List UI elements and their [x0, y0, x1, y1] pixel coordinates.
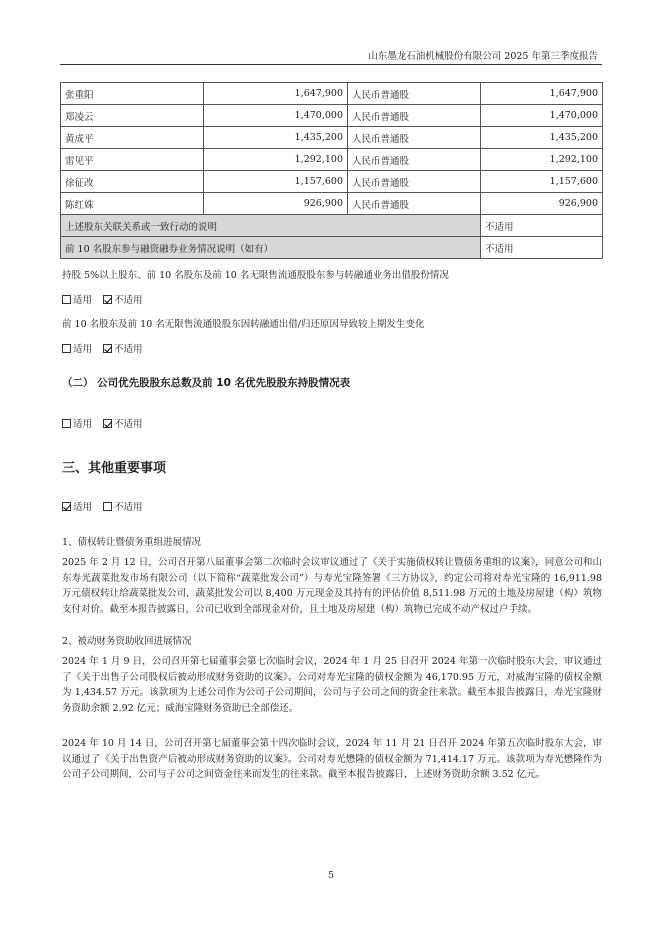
item2-body-2: 2024 年 10 月 14 日，公司召开第七届董事会第十四次临时会议，2024 年 11 月 21 日召开 2024 年第五次临时股东大会，审议通过了《关于出售资产后被动形成财务资助的议案》。公司对寿光懋隆的债权金额为 71,414.17 万元。该款项为寿光懋隆作为公司子公司期间，公司与子公司之间资金往来而发生的往来款。截至本报告披露日，上述财务资助余额 3.52 亿元。 — [62, 738, 602, 780]
share-type-count: 1,435,200 — [481, 127, 603, 149]
other-matters-heading: 三、其他重要事项 — [62, 461, 167, 476]
checked-box-icon — [103, 419, 112, 428]
table-row — [61, 127, 603, 149]
share-type: 人民币普通股 — [348, 105, 481, 127]
related-parties-value: 不适用 — [481, 215, 603, 237]
holder-shares: 1,157,600 — [204, 171, 348, 193]
table-row-related-note — [61, 215, 603, 237]
option-not-applicable-label: 不适用 — [114, 419, 143, 430]
holder-shares: 1,470,000 — [204, 105, 348, 127]
holder-name: 张重阳 — [61, 83, 204, 105]
share-type-count: 1,292,100 — [481, 149, 603, 171]
holder-shares: 1,435,200 — [204, 127, 348, 149]
holder-name: 黄成平 — [61, 127, 204, 149]
option-applicable-label: 适用 — [73, 344, 93, 355]
share-type-count: 926,900 — [481, 193, 603, 215]
lending-change-statement: 前 10 名股东及前 10 名无限售流通股股东因转融通出借/归还原因导致较上期发生变化 — [62, 319, 425, 330]
other-matters-applicability — [62, 499, 143, 513]
share-type-count: 1,157,600 — [481, 171, 603, 193]
table-row — [61, 83, 603, 105]
share-type-count: 1,470,000 — [481, 105, 603, 127]
margin-trading-value: 不适用 — [481, 237, 603, 259]
unchecked-box-icon — [62, 344, 71, 353]
option-not-applicable-label: 不适用 — [114, 295, 143, 306]
item1-title: 1、债权转让暨债务重组进展情况 — [62, 537, 202, 548]
holder-shares: 926,900 — [204, 193, 348, 215]
table-row-margin-note — [61, 237, 603, 259]
holder-shares: 1,647,900 — [204, 83, 348, 105]
table-row — [61, 149, 603, 171]
table-row — [61, 105, 603, 127]
item2-body-1: 2024 年 1 月 9 日，公司召开第七届董事会第七次临时会议，2024 年 1 月 25 日召开 2024 年第一次临时股东大会，审议通过了《关于出售子公司股权后被动形成财务资助的议案》。公司对寿光宝隆的债权金额为 46,170.95 万元，对威海宝隆的债权金额为 1,434.57 万元。该款项为上述公司作为公司子公司期间，公司与子公司之间的资金往来款。截至本报告披露日，寿光宝隆财务资助余额 2.92 亿元；威海宝隆财务资助已全部偿还。 — [62, 656, 602, 714]
unchecked-box-icon — [62, 295, 71, 304]
share-type: 人民币普通股 — [348, 83, 481, 105]
header-divider — [60, 64, 602, 65]
share-type: 人民币普通股 — [348, 171, 481, 193]
related-parties-label: 上述股东关联关系或一致行动的说明 — [61, 215, 481, 237]
option-applicable-label: 适用 — [73, 419, 93, 430]
item2-title: 2、被动财务资助收回进展情况 — [62, 636, 192, 647]
holder-name: 徐征改 — [61, 171, 204, 193]
preferred-shares-heading: （二） 公司优先股股东总数及前 10 名优先股股东持股情况表 — [62, 377, 351, 389]
option-applicable-label: 适用 — [73, 295, 93, 306]
holder-name: 郑凌云 — [61, 105, 204, 127]
option-applicable-label: 适用 — [73, 502, 93, 513]
report-header-title: 山东墨龙石油机械股份有限公司 2025 年第三季度报告 — [368, 51, 598, 62]
checked-box-icon — [103, 344, 112, 353]
share-type: 人民币普通股 — [348, 127, 481, 149]
holder-shares: 1,292,100 — [204, 149, 348, 171]
table-row — [61, 171, 603, 193]
checked-box-icon — [62, 502, 71, 511]
item1-body: 2025 年 2 月 12 日，公司召开第八届董事会第二次临时会议审议通过了《关于实施债权转让暨债务重组的议案》，同意公司和山东寿光蔬菜批发市场有限公司（以下简称“蔬菜批发公司”）与寿光宝隆签署《三方协议》，约定公司将对寿光宝隆的 16,911.98 万元债权转让给蔬菜批发公司，蔬菜批发公司以 8,400 万元现金及其持有的评估价值 8,511.98 万元的土地及房屋建（构）筑物支付对价。截至本报告披露日，公司已收到全部现金对价，且土地及房屋建（构）筑物已完成不动产权过户手续。 — [62, 557, 602, 615]
top-holders-table — [60, 82, 603, 259]
page-number: 5 — [327, 870, 335, 881]
holder-name: 陈红姝 — [61, 193, 204, 215]
checked-box-icon — [103, 295, 112, 304]
holder-name: 雷见平 — [61, 149, 204, 171]
option-not-applicable-label: 不适用 — [114, 502, 143, 513]
option-not-applicable-label: 不适用 — [114, 344, 143, 355]
table-row — [61, 193, 603, 215]
lending-statement: 持股 5%以上股东、前 10 名股东及前 10 名无限售流通股股东参与转融通业务出借股份情况 — [62, 270, 449, 281]
share-type: 人民币普通股 — [348, 149, 481, 171]
unchecked-box-icon — [103, 502, 112, 511]
share-type-count: 1,647,900 — [481, 83, 603, 105]
lending-applicability — [62, 292, 143, 306]
change-applicability — [62, 341, 143, 355]
share-type: 人民币普通股 — [348, 193, 481, 215]
preferred-applicability — [62, 416, 143, 430]
margin-trading-label: 前 10 名股东参与融资融券业务情况说明（如有） — [61, 237, 481, 259]
unchecked-box-icon — [62, 419, 71, 428]
